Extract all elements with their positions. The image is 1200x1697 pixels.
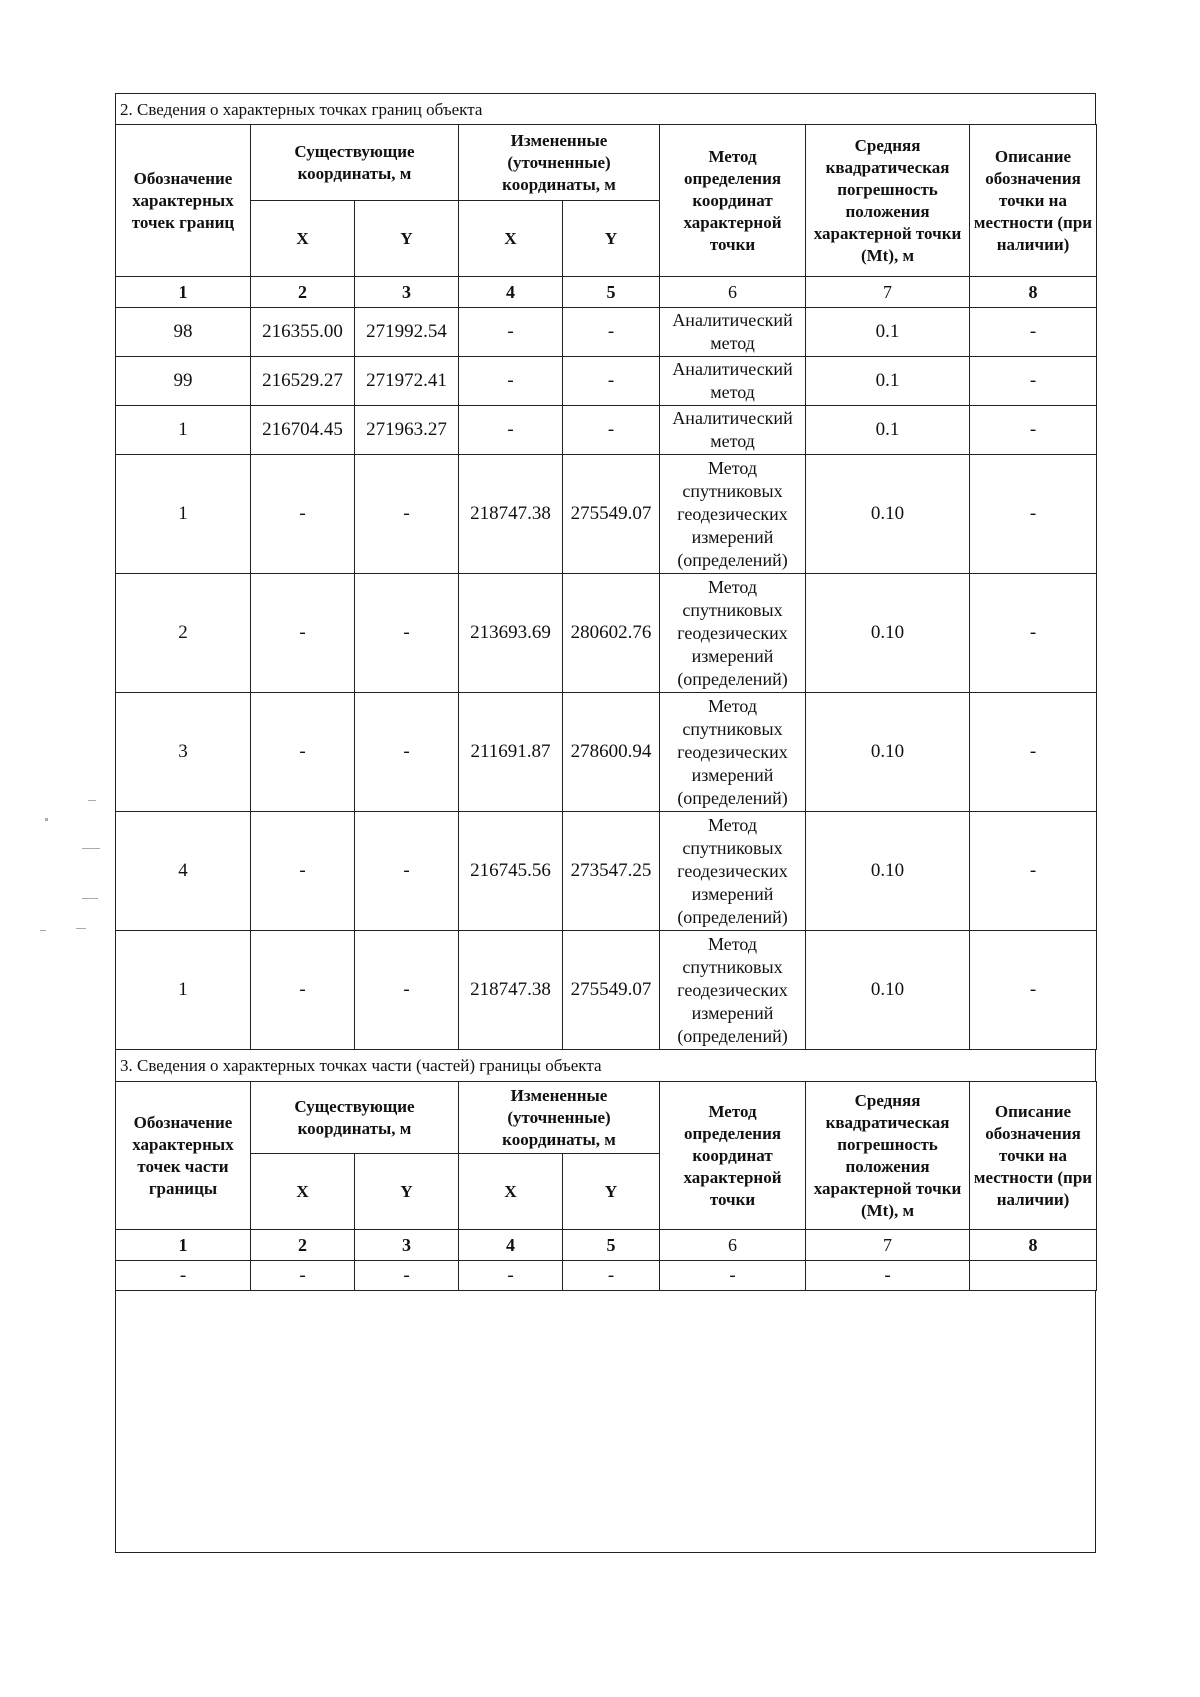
- description: -: [970, 693, 1097, 812]
- col-number: 8: [970, 277, 1097, 308]
- mt-error: 0.10: [806, 931, 970, 1050]
- mt-error: 0.1: [806, 308, 970, 357]
- changed-y: 280602.76: [563, 574, 660, 693]
- existing-y: 271992.54: [355, 308, 459, 357]
- scan-artifact: [82, 848, 100, 849]
- method: Метод спутниковых геодезических измерений (определений): [660, 455, 806, 574]
- method: Аналитический метод: [660, 308, 806, 357]
- document-sheet: [115, 93, 1096, 1553]
- point-id: 98: [116, 308, 251, 357]
- description: -: [970, 455, 1097, 574]
- part-boundary-points-table: [115, 1081, 1097, 1291]
- method: Аналитический метод: [660, 357, 806, 406]
- header-method: Метод определения координат характерной точки: [660, 1082, 806, 1230]
- point-id: 4: [116, 812, 251, 931]
- changed-y: -: [563, 1261, 660, 1291]
- existing-y: -: [355, 812, 459, 931]
- description: -: [970, 308, 1097, 357]
- table-row: [116, 357, 1097, 406]
- existing-y: -: [355, 574, 459, 693]
- existing-x: 216529.27: [251, 357, 355, 406]
- empty-area: [115, 1291, 1096, 1553]
- scan-artifact: [88, 800, 96, 801]
- changed-x: -: [459, 308, 563, 357]
- table-row: [116, 1261, 1097, 1291]
- mt-error: 0.10: [806, 812, 970, 931]
- existing-x: -: [251, 812, 355, 931]
- scan-artifact: [40, 930, 46, 931]
- point-id: -: [116, 1261, 251, 1291]
- point-id: 2: [116, 574, 251, 693]
- header-y-changed: Y: [563, 201, 660, 277]
- table-row: [116, 693, 1097, 812]
- col-number: 1: [116, 1230, 251, 1261]
- method: Метод спутниковых геодезических измерений (определений): [660, 574, 806, 693]
- col-number: 1: [116, 277, 251, 308]
- changed-x: 213693.69: [459, 574, 563, 693]
- description: [970, 1261, 1097, 1291]
- description: -: [970, 812, 1097, 931]
- method: Метод спутниковых геодезических измерений (определений): [660, 931, 806, 1050]
- point-id: 3: [116, 693, 251, 812]
- existing-x: -: [251, 931, 355, 1050]
- method: Метод спутниковых геодезических измерений (определений): [660, 693, 806, 812]
- mt-error: 0.10: [806, 574, 970, 693]
- changed-y: 275549.07: [563, 931, 660, 1050]
- changed-x: -: [459, 406, 563, 455]
- header-changed: Измененные (уточненные) координаты, м: [459, 125, 660, 201]
- description: -: [970, 574, 1097, 693]
- existing-x: -: [251, 574, 355, 693]
- changed-x: 211691.87: [459, 693, 563, 812]
- table-row: [116, 406, 1097, 455]
- changed-x: 218747.38: [459, 931, 563, 1050]
- col-number: 3: [355, 1230, 459, 1261]
- header-description: Описание обозначения точки на местности (при наличии): [970, 125, 1097, 277]
- table-row: [116, 931, 1097, 1050]
- scan-artifact: [82, 898, 98, 899]
- table-row: [116, 574, 1097, 693]
- method: Аналитический метод: [660, 406, 806, 455]
- header-designation: Обозначение характерных точек границ: [116, 125, 251, 277]
- col-number: 4: [459, 1230, 563, 1261]
- description: -: [970, 931, 1097, 1050]
- scan-artifact: [45, 818, 48, 821]
- method: -: [660, 1261, 806, 1291]
- header-method: Метод определения координат характерной точки: [660, 125, 806, 277]
- changed-x: 218747.38: [459, 455, 563, 574]
- existing-x: -: [251, 455, 355, 574]
- boundary-points-table: [115, 124, 1097, 1050]
- col-number: 4: [459, 277, 563, 308]
- mt-error: -: [806, 1261, 970, 1291]
- header-description: Описание обозначения точки на местности (при наличии): [970, 1082, 1097, 1230]
- existing-x: 216355.00: [251, 308, 355, 357]
- header-x-existing: X: [251, 1154, 355, 1230]
- header-y-changed: Y: [563, 1154, 660, 1230]
- header-designation: Обозначение характерных точек части границы: [116, 1082, 251, 1230]
- col-number: 7: [806, 277, 970, 308]
- header-existing: Существующие координаты, м: [251, 125, 459, 201]
- point-id: 1: [116, 455, 251, 574]
- col-number: 3: [355, 277, 459, 308]
- existing-y: -: [355, 1261, 459, 1291]
- mt-error: 0.1: [806, 406, 970, 455]
- header-x-changed: X: [459, 1154, 563, 1230]
- existing-x: -: [251, 1261, 355, 1291]
- col-number: 6: [660, 1230, 806, 1261]
- header-error: Средняя квадратическая погрешность положения характерной точки (Mt), м: [806, 1082, 970, 1230]
- col-number: 2: [251, 277, 355, 308]
- changed-x: -: [459, 357, 563, 406]
- existing-y: -: [355, 931, 459, 1050]
- existing-x: 216704.45: [251, 406, 355, 455]
- header-y-existing: Y: [355, 1154, 459, 1230]
- existing-y: 271963.27: [355, 406, 459, 455]
- changed-y: -: [563, 406, 660, 455]
- table-row: [116, 308, 1097, 357]
- changed-x: 216745.56: [459, 812, 563, 931]
- col-number: 6: [660, 277, 806, 308]
- existing-y: -: [355, 693, 459, 812]
- scan-artifact: [76, 928, 86, 929]
- changed-y: -: [563, 308, 660, 357]
- changed-x: -: [459, 1261, 563, 1291]
- header-x-existing: X: [251, 201, 355, 277]
- column-numbers-row: [116, 1230, 1097, 1261]
- col-number: 5: [563, 1230, 660, 1261]
- existing-x: -: [251, 693, 355, 812]
- description: -: [970, 357, 1097, 406]
- changed-y: -: [563, 357, 660, 406]
- mt-error: 0.10: [806, 693, 970, 812]
- header-changed: Измененные (уточненные) координаты, м: [459, 1082, 660, 1154]
- col-number: 7: [806, 1230, 970, 1261]
- method: Метод спутниковых геодезических измерений (определений): [660, 812, 806, 931]
- section-2-title: 2. Сведения о характерных точках границ объекта: [115, 93, 1096, 124]
- header-x-changed: X: [459, 201, 563, 277]
- existing-y: -: [355, 455, 459, 574]
- col-number: 8: [970, 1230, 1097, 1261]
- mt-error: 0.1: [806, 357, 970, 406]
- col-number: 2: [251, 1230, 355, 1261]
- header-y-existing: Y: [355, 201, 459, 277]
- column-numbers-row: [116, 277, 1097, 308]
- col-number: 5: [563, 277, 660, 308]
- section-3-title: 3. Сведения о характерных точках части (частей) границы объекта: [115, 1050, 1096, 1081]
- point-id: 1: [116, 931, 251, 1050]
- mt-error: 0.10: [806, 455, 970, 574]
- point-id: 99: [116, 357, 251, 406]
- header-existing: Существующие координаты, м: [251, 1082, 459, 1154]
- table-row: [116, 455, 1097, 574]
- changed-y: 275549.07: [563, 455, 660, 574]
- changed-y: 278600.94: [563, 693, 660, 812]
- point-id: 1: [116, 406, 251, 455]
- header-error: Средняя квадратическая погрешность положения характерной точки (Mt), м: [806, 125, 970, 277]
- description: -: [970, 406, 1097, 455]
- changed-y: 273547.25: [563, 812, 660, 931]
- existing-y: 271972.41: [355, 357, 459, 406]
- table-row: [116, 812, 1097, 931]
